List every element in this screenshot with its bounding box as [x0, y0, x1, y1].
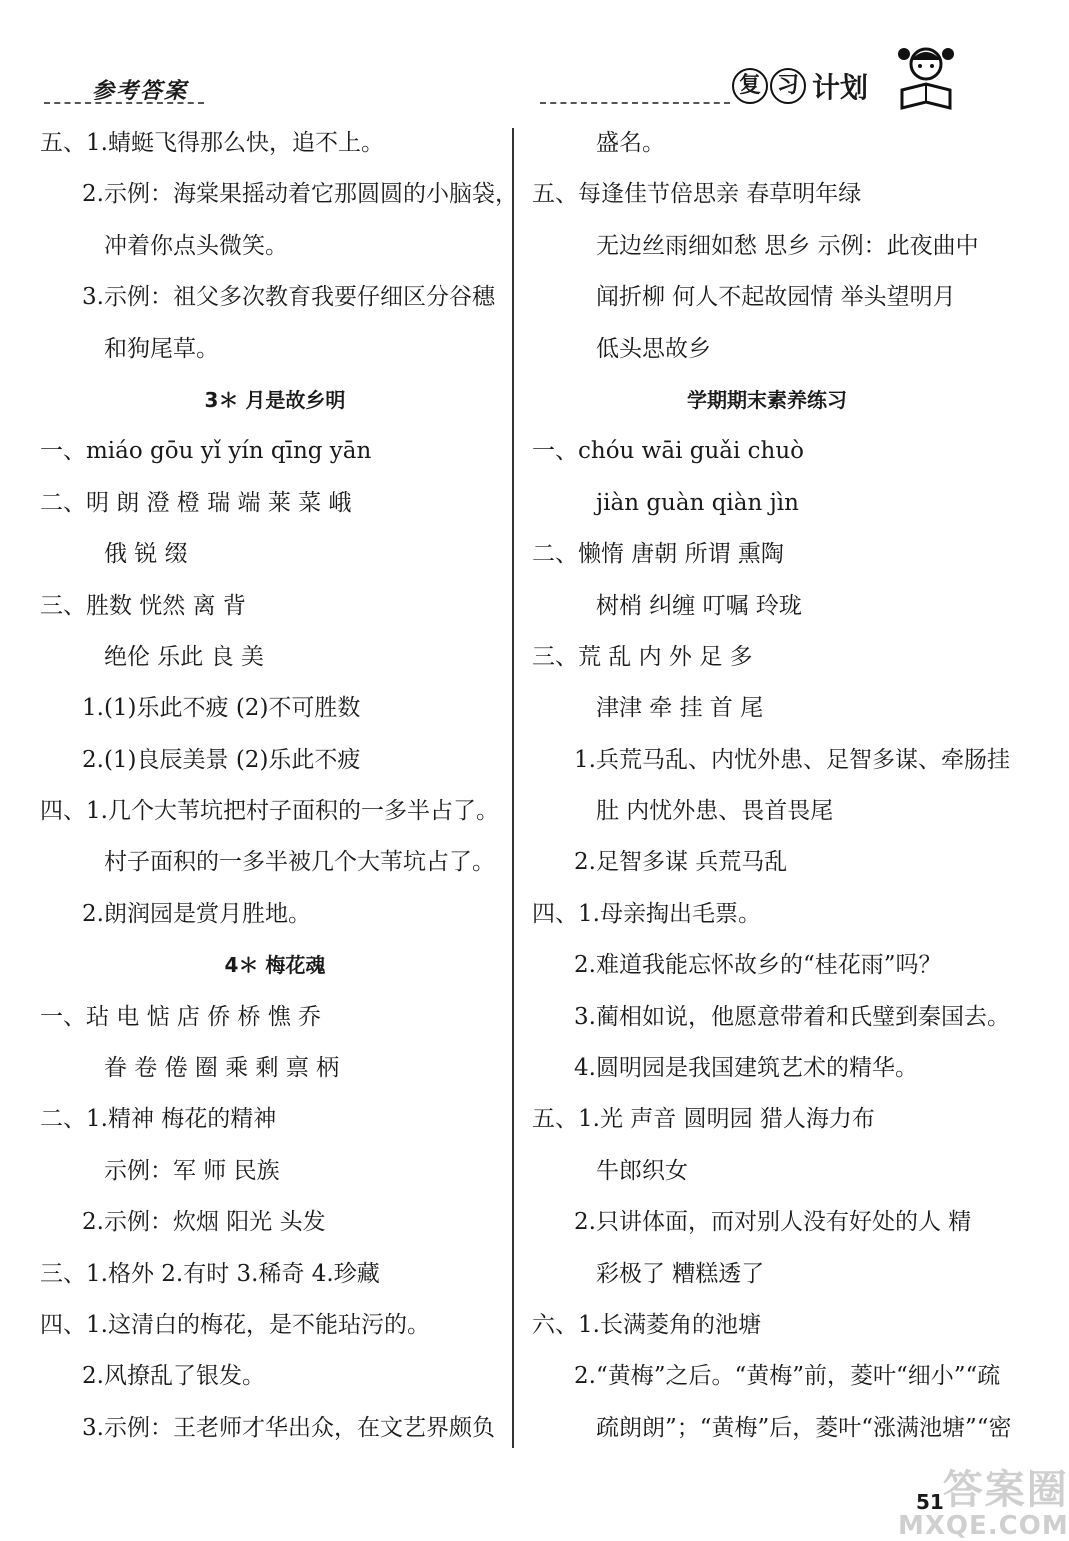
answer-line: 二、懒惰 唐朝 所谓 熏陶: [532, 541, 784, 568]
answer-line: 2.示例：炊烟 阳光 头发: [82, 1209, 326, 1236]
answer-line: 闻折柳 何人不起故园情 举头望明月: [596, 284, 956, 311]
answer-line: 2.“黄梅”之后。“黄梅”前，菱叶“细小”“疏: [574, 1363, 1001, 1390]
answer-line: 无边丝雨细如愁 思乡 示例：此夜曲中: [596, 232, 979, 259]
left-column: [40, 118, 518, 1454]
answer-line: 一、chóu wāi guǎi chuò: [532, 438, 805, 465]
answer-line: 4.圆明园是我国建筑艺术的精华。: [574, 1055, 918, 1082]
answer-line: 一、miáo gōu yǐ yín qīng yān: [40, 438, 372, 465]
answer-line: 树梢 纠缠 叮嘱 玲珑: [596, 592, 802, 619]
answer-line: 俄 锐 缀: [104, 541, 188, 568]
right-column: [532, 118, 1012, 1454]
answer-line: 疏朗朗”；“黄梅”后，菱叶“涨满池塘”“密: [596, 1414, 1012, 1441]
answer-line: 一、玷 电 惦 店 侨 桥 憔 乔: [40, 1003, 322, 1030]
answer-line: 五、1.蜻蜓飞得那么快，追不上。: [40, 130, 384, 156]
answer-line: 和狗尾草。: [104, 335, 219, 362]
answer-line: 绝伦 乐此 良 美: [104, 643, 264, 670]
answer-line: jiàn guàn qiàn jìn: [596, 489, 799, 516]
section-title: 4＊ 梅花魂: [224, 953, 326, 978]
header-rule-right: [540, 102, 730, 104]
answer-line: 四、1.母亲掏出毛票。: [532, 900, 761, 927]
answer-line: 1.兵荒马乱、内忧外患、足智多谋、牵肠挂: [574, 746, 1010, 773]
watermark-line-2: MXQE.COM: [898, 1511, 1069, 1541]
mascot-reading-icon: [894, 40, 958, 112]
answer-line: 五、每逢佳节倍思亲 春草明年绿: [532, 181, 862, 208]
answer-line: 村子面积的一多半被几个大苇坑占了。: [104, 849, 495, 876]
answer-line: 冲着你点头微笑。: [104, 232, 288, 259]
circled-char-1: 复: [732, 68, 768, 104]
section-title: 学期期末素养练习: [687, 387, 847, 412]
answer-line: 2.风撩乱了银发。: [82, 1363, 265, 1390]
answer-line: 2.足智多谋 兵荒马乱: [574, 849, 788, 876]
answer-line: 3.示例：祖父多次教育我要仔细区分谷穗: [82, 284, 495, 311]
answer-line: 三、胜数 恍然 离 背: [40, 592, 246, 619]
section-title: 3＊ 月是故乡明: [204, 387, 346, 412]
answer-line: 2.朗润园是赏月胜地。: [82, 900, 311, 927]
answer-line: 五、1.光 声音 圆明园 猎人海力布: [532, 1106, 875, 1133]
answer-line: 3.示例：王老师才华出众，在文艺界颇负: [82, 1414, 495, 1441]
header-left-title: 参考答案: [92, 79, 189, 104]
answer-line: 低头思故乡: [596, 335, 711, 362]
answer-line: 示例：军 师 民族: [104, 1157, 280, 1184]
answer-line: 2.难道我能忘怀故乡的“桂花雨”吗？: [574, 952, 942, 979]
answer-line: 三、1.格外 2.有时 3.稀奇 4.珍藏: [40, 1260, 380, 1287]
header-right-title: [732, 66, 868, 106]
column-divider: [512, 128, 514, 1448]
answer-line: 眷 卷 倦 圈 乘 剩 禀 柄: [104, 1055, 340, 1082]
watermark-line-1: 答案圈: [942, 1467, 1069, 1513]
header-right-title-rest: 计划: [812, 71, 869, 104]
answer-line: 2.只讲体面，而对别人没有好处的人 精: [574, 1209, 972, 1236]
answer-line: 四、1.这清白的梅花，是不能玷污的。: [40, 1311, 430, 1338]
answer-line: 二、1.精神 梅花的精神: [40, 1106, 277, 1133]
answer-line: 津津 牵 挂 首 尾: [596, 695, 764, 722]
answer-line: 三、荒 乱 内 外 足 多: [532, 643, 753, 670]
answer-line: 六、1.长满菱角的池塘: [532, 1311, 761, 1338]
answer-line: 2.(1)良辰美景 (2)乐此不疲: [82, 746, 361, 773]
answer-line: 1.(1)乐此不疲 (2)不可胜数: [82, 695, 361, 722]
answer-line: 盛名。: [596, 130, 665, 156]
answer-line: 肚 内忧外患、畏首畏尾: [596, 798, 834, 825]
answer-line: 3.蔺相如说，他愿意带着和氏璧到秦国去。: [574, 1003, 1010, 1030]
answer-line: 二、明 朗 澄 橙 瑞 端 莱 菜 峨: [40, 489, 352, 516]
answer-line: 四、1.几个大苇坑把村子面积的一多半占了。: [40, 798, 499, 825]
header-rule-left: [44, 102, 204, 104]
answer-line: 牛郎织女: [596, 1157, 688, 1184]
answer-line: 彩极了 糟糕透了: [596, 1260, 765, 1287]
circled-char-2: 习: [770, 68, 806, 104]
answer-line: 2.示例：海棠果摇动着它那圆圆的小脑袋，: [82, 181, 518, 208]
page-number: 51: [916, 1490, 944, 1514]
